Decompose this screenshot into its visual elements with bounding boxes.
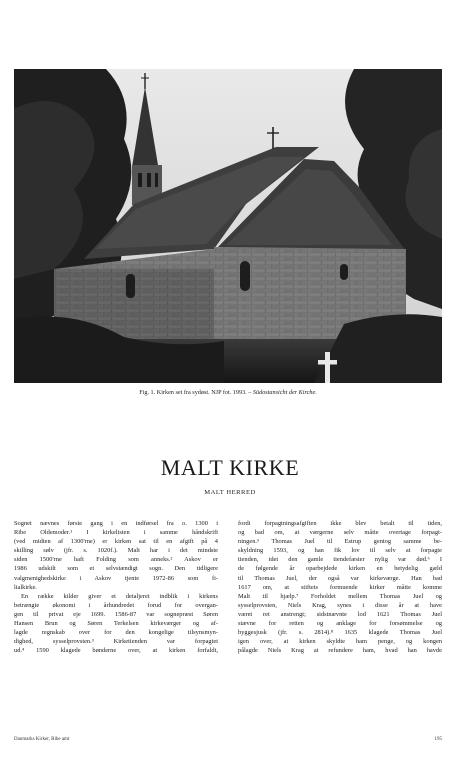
right-line: tienden, idet den gamle tiendefæster nylig var død.⁶ I [238, 556, 442, 564]
left-line: En række kilder giver et detaljeret indblik i kirkens [21, 592, 218, 600]
left-line: 1986 udskilt som et selvstændigt sogn. Den tidligere [14, 565, 218, 573]
left-line: gen til privat eje 1699. 1586-87 var sognepræst Søren [14, 610, 218, 618]
church-photo [14, 69, 442, 383]
left-line: betrængte økonomi i århundredet forud for overgan- [14, 601, 218, 609]
right-line: sysselprovsten, Niels Krag, synes i disse år at have [238, 601, 442, 609]
caption-german: Südostansicht der Kirche. [252, 389, 317, 396]
left-line: lialkirke. [14, 583, 37, 591]
page-title: MALT KIRKE [160, 455, 300, 480]
right-line: til Thomas Juel, der også var kirkeværge. Han bad [238, 574, 442, 582]
right-line: Malt til hjælp.⁷ Forholdet mellem Thomas Juel og [238, 592, 442, 600]
left-line: (ved midten af 1300'rne) er kirken sat til en afgift på 4 [14, 538, 218, 546]
right-column [238, 519, 442, 655]
footer-publication: Danmarks Kirker, Ribe amt [14, 737, 70, 742]
right-line: pålagde Niels Krag at refundere ham, hvad han havde [238, 647, 442, 655]
left-line: Hansen Brun og Søren Terkelsen kirkeværger og af- [14, 620, 218, 628]
left-line: Ribe Oldemoder.¹ I kirkelisten i samme håndskrift [14, 529, 218, 537]
right-line: de følgende år oparbejdede kirken en betydelig gæld [238, 565, 442, 573]
left-column [14, 519, 218, 655]
left-line: valgmenighedskirke i Askov tjente 1972-86 som fi- [14, 574, 218, 582]
right-line: fordi forpagtningsafgiften ikke blev betalt til tiden, [238, 520, 442, 527]
right-line: skyldning 1593, og han fik lov til selv at forpagte [238, 547, 442, 555]
left-line: skilling sølv (jfr. s. 1020f.). Malt har i det mindste [14, 547, 218, 555]
photo-caption [14, 389, 442, 397]
left-line: dighed, sysselprovsten.³ Kirketienden var forpagtet [14, 638, 218, 646]
left-line: Sognet nævnes første gang i en indførsel fra o. 1300 i [14, 520, 218, 527]
right-line: 1617 om, at stiftets formuende kirker måtte komme [238, 583, 442, 591]
right-line: stævne for retten og anklage for forsømmelse og [238, 620, 442, 628]
page-subtitle: MALT HERRED [204, 489, 256, 496]
caption-text: Fig. 1. Kirken set fra sydøst. NJP fot. 1993. – [139, 389, 252, 396]
right-line: været ret anstrengt; sidstnævnte lod 1621 Thomas Juel [238, 610, 442, 618]
left-line: lagde regnskab over for den kongelige tilsynsmyn- [14, 629, 218, 637]
right-line: og bad om, at værgerne selv måtte overtage forpagt- [238, 529, 442, 537]
left-line: ud.⁴ 1590 klagede bønderne over, at kirken forfaldt, [14, 647, 218, 655]
page-number: 195 [434, 737, 442, 742]
right-line: igen over, at kirken skyldte ham penge, og kongen [238, 638, 442, 646]
left-line: siden 1500'rne haft Folding som anneks.² Askov er [14, 556, 218, 564]
right-line: ningen.⁵ Thomas Juel til Estrup gentog samme be- [238, 538, 442, 546]
right-line: byggesjusk (jfr. s. 2814).⁸ 1635 klagede Thomas Juel [238, 629, 442, 637]
